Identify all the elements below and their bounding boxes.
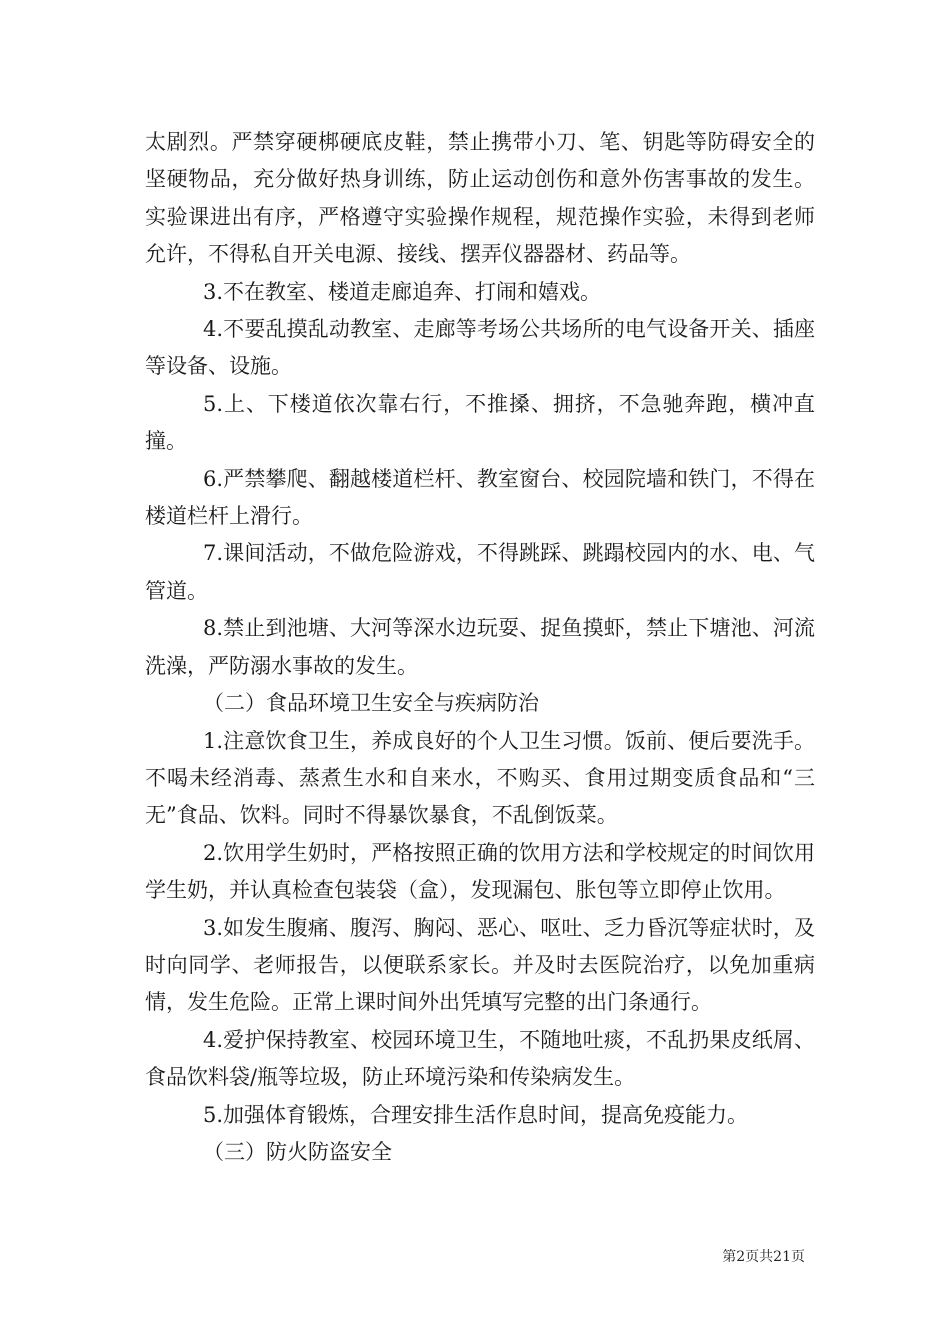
list-item: 7.课间活动，不做危险游戏，不得跳踩、跳蹋校园内的水、电、气管道。 (145, 541, 815, 603)
page-number: 第2页共21页 (722, 1249, 805, 1265)
section-heading: （三）防火防盗安全 (203, 1139, 392, 1164)
list-item: 3.如发生腹痛、腹泻、胸闷、恶心、呕吐、乏力昏沉等症状时，及时向同学、老师报告，以便联系家长。并及时去医院治疗，以免加重病情，发生危险。正常上课时间外出凭填写完整的出门条通行。 (145, 915, 815, 1015)
paragraph-continuation: 太剧烈。严禁穿硬梆硬底皮鞋，禁止携带小刀、笔、钥匙等防碍安全的坚硬物品，充分做好热身训练，防止运动创伤和意外伤害事故的发生。实验课进出有序，严格遵守实验操作规程，规范操作实验，未得到老师允许，不得私自开关电源、接线、摆弄仪器器材、药品等。 (145, 130, 815, 267)
section-heading: （二）食品环境卫生安全与疾病防治 (203, 691, 539, 716)
list-item: 1.注意饮食卫生，养成良好的个人卫生习惯。饭前、便后要洗手。不喝未经消毒、蒸煮生水和自来水，不购买、食用过期变质食品和“三无”食品、饮料。同时不得暴饮暴食，不乱倒饭菜。 (145, 728, 815, 828)
list-item: 6.严禁攀爬、翻越楼道栏杆、教室窗台、校园院墙和铁门，不得在楼道栏杆上滑行。 (145, 466, 815, 529)
list-item: 5.上、下楼道依次靠右行，不推搡、拥挤，不急驰奔跑，横冲直撞。 (145, 391, 815, 454)
list-item: 2.饮用学生奶时，严格按照正确的饮用方法和学校规定的时间饮用学生奶，并认真检查包装袋（盒），发现漏包、胀包等立即停止饮用。 (145, 840, 815, 903)
list-item: 4.爱护保持教室、校园环境卫生，不随地吐痰，不乱扔果皮纸屑、食品饮料袋/瓶等垃圾，防止环境污染和传染病发生。 (145, 1027, 815, 1090)
list-item: 3.不在教室、楼道走廊追奔、打闹和嬉戏。 (203, 279, 602, 304)
list-item: 5.加强体育锻炼，合理安排生活作息时间，提高免疫能力。 (203, 1102, 749, 1127)
list-item: 8.禁止到池塘、大河等深水边玩耍、捉鱼摸虾，禁止下塘池、河流洗澡，严防溺水事故的发生。 (145, 616, 815, 678)
document-body (145, 124, 815, 1171)
list-item: 4.不要乱摸乱动教室、走廊等考场公共场所的电气设备开关、插座等设备、设施。 (145, 317, 815, 379)
